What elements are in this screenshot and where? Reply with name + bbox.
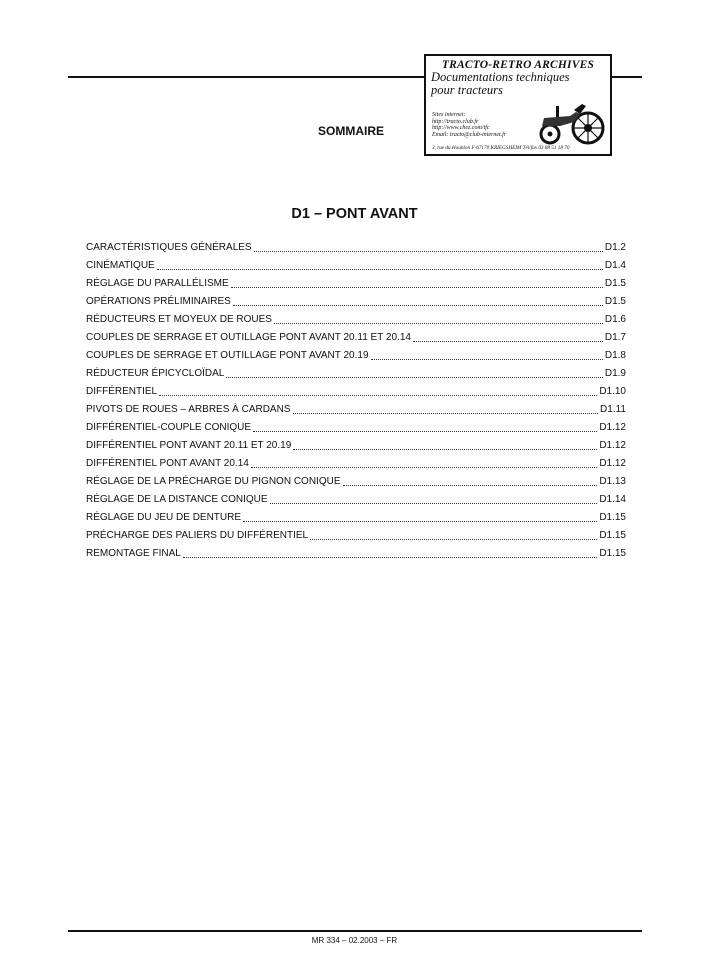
- toc-entry-page: D1.12: [599, 440, 626, 451]
- toc-entry[interactable]: [86, 488, 626, 506]
- toc-entry[interactable]: [86, 398, 626, 416]
- toc-entry-page: D1.7: [604, 332, 626, 343]
- toc-entry-page: D1.12: [599, 458, 626, 469]
- bottom-rule: [68, 930, 642, 932]
- toc-entry-page: D1.14: [599, 494, 626, 505]
- toc-entry-label: CINÉMATIQUE: [86, 260, 155, 271]
- stamp-sites: [432, 112, 506, 138]
- stamp-subtitle-line1: Documentations techniques: [431, 70, 570, 84]
- toc-entry-label: OPÉRATIONS PRÉLIMINAIRES: [86, 296, 231, 307]
- toc-entry[interactable]: [86, 524, 626, 542]
- toc-entry-page: D1.9: [604, 368, 626, 379]
- archive-stamp: [424, 54, 612, 156]
- toc-dot-leader: [254, 250, 603, 252]
- toc-entry-label: RÉGLAGE DE LA DISTANCE CONIQUE: [86, 494, 268, 505]
- toc-entry-label: COUPLES DE SERRAGE ET OUTILLAGE PONT AVANT 20.11 ET 20.14: [86, 332, 411, 343]
- toc-entry-label: RÉGLAGE DU JEU DE DENTURE: [86, 512, 242, 523]
- toc-dot-leader: [233, 304, 603, 306]
- stamp-subtitle-line2: pour tracteurs: [431, 83, 503, 97]
- stamp-email: Email: tracto@club-internet.fr: [432, 131, 507, 138]
- toc-entry[interactable]: [86, 470, 626, 488]
- toc-entry[interactable]: [86, 344, 626, 362]
- toc-entry[interactable]: [86, 326, 626, 344]
- toc-dot-leader: [226, 376, 603, 378]
- toc-entry-page: D1.2: [604, 242, 626, 253]
- toc-entry-label: RÉGLAGE DU PARALLÉLISME: [86, 278, 229, 289]
- stamp-address: 3, rue du Houblon F-67170 KRIEGSHEIM Tél/fax 03 88 51 18 70: [432, 145, 570, 151]
- toc-entry-page: D1.8: [604, 350, 626, 361]
- stamp-site1: http://tracto.club.fr: [432, 118, 479, 125]
- toc-entry[interactable]: [86, 290, 626, 308]
- table-of-contents: [86, 236, 626, 560]
- toc-entry-page: D1.10: [599, 386, 626, 397]
- toc-entry-label: DIFFÉRENTIEL PONT AVANT 20.11 ET 20.19: [86, 440, 292, 451]
- toc-entry-page: D1.5: [604, 278, 626, 289]
- stamp-sites-label: Sites internet:: [432, 112, 466, 118]
- toc-entry-page: D1.6: [604, 314, 626, 325]
- toc-dot-leader: [183, 556, 597, 558]
- toc-dot-leader: [243, 520, 597, 522]
- toc-entry-label: DIFFÉRENTIEL PONT AVANT 20.14: [86, 458, 249, 469]
- toc-entry[interactable]: [86, 542, 626, 560]
- footer-reference: MR 334 – 02.2003 – FR: [311, 936, 398, 945]
- toc-entry[interactable]: [86, 308, 626, 326]
- toc-entry[interactable]: [86, 416, 626, 434]
- toc-entry[interactable]: [86, 272, 626, 290]
- toc-entry-label: RÉDUCTEUR ÉPICYCLOÏDAL: [86, 368, 225, 379]
- toc-entry-label: DIFFÉRENTIEL-COUPLE CONIQUE: [86, 422, 252, 433]
- toc-entry[interactable]: [86, 506, 626, 524]
- toc-entry-page: D1.15: [599, 548, 626, 559]
- toc-entry-page: D1.15: [599, 512, 626, 523]
- toc-dot-leader: [413, 340, 603, 342]
- toc-dot-leader: [231, 286, 603, 288]
- toc-dot-leader: [270, 502, 598, 504]
- sommaire-label: SOMMAIRE: [318, 124, 384, 138]
- toc-entry[interactable]: [86, 380, 626, 398]
- toc-dot-leader: [310, 538, 597, 540]
- toc-entry-label: CARACTÉRISTIQUES GÉNÉRALES: [86, 242, 252, 253]
- toc-dot-leader: [371, 358, 603, 360]
- stamp-site2: http://www.chez.com/tfc: [432, 125, 490, 131]
- page-title: D1 – PONT AVANT: [291, 206, 418, 222]
- toc-entry-label: REMONTAGE FINAL: [86, 548, 181, 559]
- toc-entry-page: D1.4: [604, 260, 626, 271]
- toc-entry-page: D1.12: [599, 422, 626, 433]
- toc-entry-page: D1.5: [604, 296, 626, 307]
- toc-dot-leader: [157, 268, 603, 270]
- toc-entry-label: PRÉCHARGE DES PALIERS DU DIFFÉRENTIEL: [86, 530, 309, 541]
- toc-entry[interactable]: [86, 434, 626, 452]
- toc-entry-label: RÉGLAGE DE LA PRÉCHARGE DU PIGNON CONIQUE: [86, 476, 341, 487]
- toc-entry-page: D1.13: [599, 476, 626, 487]
- toc-entry-label: DIFFÉRENTIEL: [86, 386, 158, 397]
- toc-dot-leader: [253, 430, 597, 432]
- toc-dot-leader: [293, 448, 597, 450]
- toc-dot-leader: [274, 322, 603, 324]
- toc-dot-leader: [251, 466, 597, 468]
- toc-entry[interactable]: [86, 236, 626, 254]
- toc-dot-leader: [343, 484, 598, 486]
- toc-entry-page: D1.11: [600, 404, 626, 415]
- toc-entry-page: D1.15: [599, 530, 626, 541]
- toc-entry-label: PIVOTS DE ROUES – ARBRES À CARDANS: [86, 404, 291, 415]
- stamp-title: TRACTO-RETRO ARCHIVES: [441, 59, 595, 71]
- toc-entry[interactable]: [86, 254, 626, 272]
- toc-dot-leader: [159, 394, 597, 396]
- toc-entry[interactable]: [86, 452, 626, 470]
- toc-entry-label: COUPLES DE SERRAGE ET OUTILLAGE PONT AVANT 20.19: [86, 350, 369, 361]
- toc-entry[interactable]: [86, 362, 626, 380]
- toc-entry-label: RÉDUCTEURS ET MOYEUX DE ROUES: [86, 314, 272, 325]
- tractor-icon: [534, 96, 606, 146]
- toc-dot-leader: [293, 412, 599, 414]
